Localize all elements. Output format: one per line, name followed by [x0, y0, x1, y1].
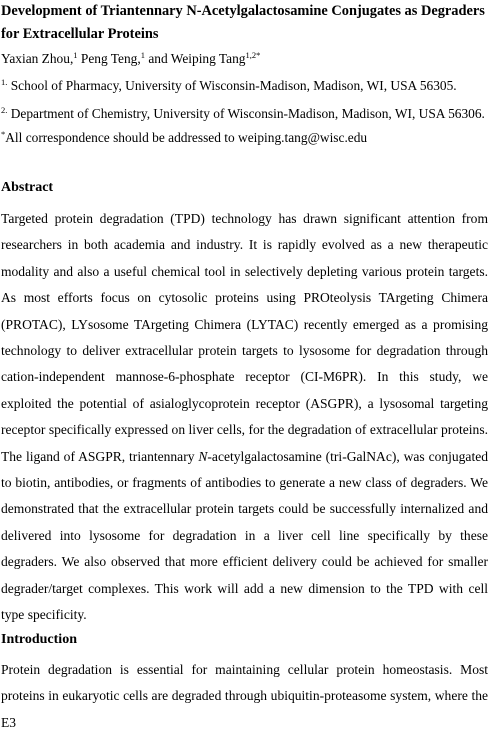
author-list — [1, 49, 260, 70]
author-name: Yaxian Zhou, — [1, 51, 74, 66]
paper-title: Development of Triantennary N-Acetylgalactosamine Conjugates as Degraders for Extracellular Proteins — [1, 3, 485, 42]
affiliation-mark: 1. — [1, 77, 8, 87]
introduction-body: Protein degradation is essential for maintaining cellular protein homeostasis. Most proteins in eukaryotic cells are degraded through ubiquitin-proteasome system, where the E3 — [1, 662, 488, 730]
author-name: Peng Teng, — [80, 51, 141, 66]
correspondence-text: All correspondence should be addressed to weiping.tang@wisc.edu — [5, 130, 368, 145]
abstract-text-part: -acetylgalactosamine (tri-GalNAc), was conjugated to biotin, antibodies, or fragments of antibodies to generate a new class of degraders. We demonstrated that the extracellular protein targets could be successfully internalized and delivered into lysosome for degradation in a liver cell line specifically by these degraders. We also observed that more efficient delivery could be achieved for smaller degrader/target complexes. This work will add a new dimension to the TPD with cell type specificity. — [1, 448, 488, 623]
affiliation-text: Department of Chemistry, University of Wisconsin-Madison, Madison, WI, USA 56306. — [10, 106, 485, 121]
introduction-heading: Introduction — [1, 632, 77, 647]
correspondence-note — [1, 128, 367, 149]
affiliation-text: School of Pharmacy, University of Wisconsin-Madison, Madison, WI, USA 56305. — [10, 78, 457, 93]
affiliation-1 — [1, 76, 457, 97]
affiliation-2 — [1, 104, 485, 125]
abstract-text-part: Targeted protein degradation (TPD) technology has drawn significant attention from researchers in both academia and industry. It is rapidly evolved as a new therapeutic modality and also a useful chemical tool in selectively depleting various protein targets. As most efforts focus on cytosolic proteins using PROteolysis TArgeting Chimera (PROTAC), LYsosome TArgeting Chimera (LYTAC) recently emerged as a promising technology to deliver extracellular protein targets to lysosome for degradation through cation-independent mannose-6-phosphate receptor (CI-M6PR). In this study, we exploited the potential of asialoglycoprotein receptor (ASGPR), a lysosomal targeting receptor specifically expressed on liver cells, for the degradation of extracellular proteins. The ligand of ASGPR, triantennary — [1, 211, 488, 464]
abstract-heading: Abstract — [1, 180, 54, 195]
affiliation-mark: 2. — [1, 105, 8, 115]
author-name: and Weiping Tang — [148, 51, 246, 66]
abstract-italic-text: N — [198, 448, 208, 464]
author-affiliation-mark: 1,2* — [245, 50, 261, 60]
author-affiliation-mark: 1 — [140, 50, 145, 60]
author-affiliation-mark: 1 — [73, 50, 78, 60]
correspondence-mark: * — [1, 129, 6, 139]
abstract-body — [1, 206, 488, 629]
